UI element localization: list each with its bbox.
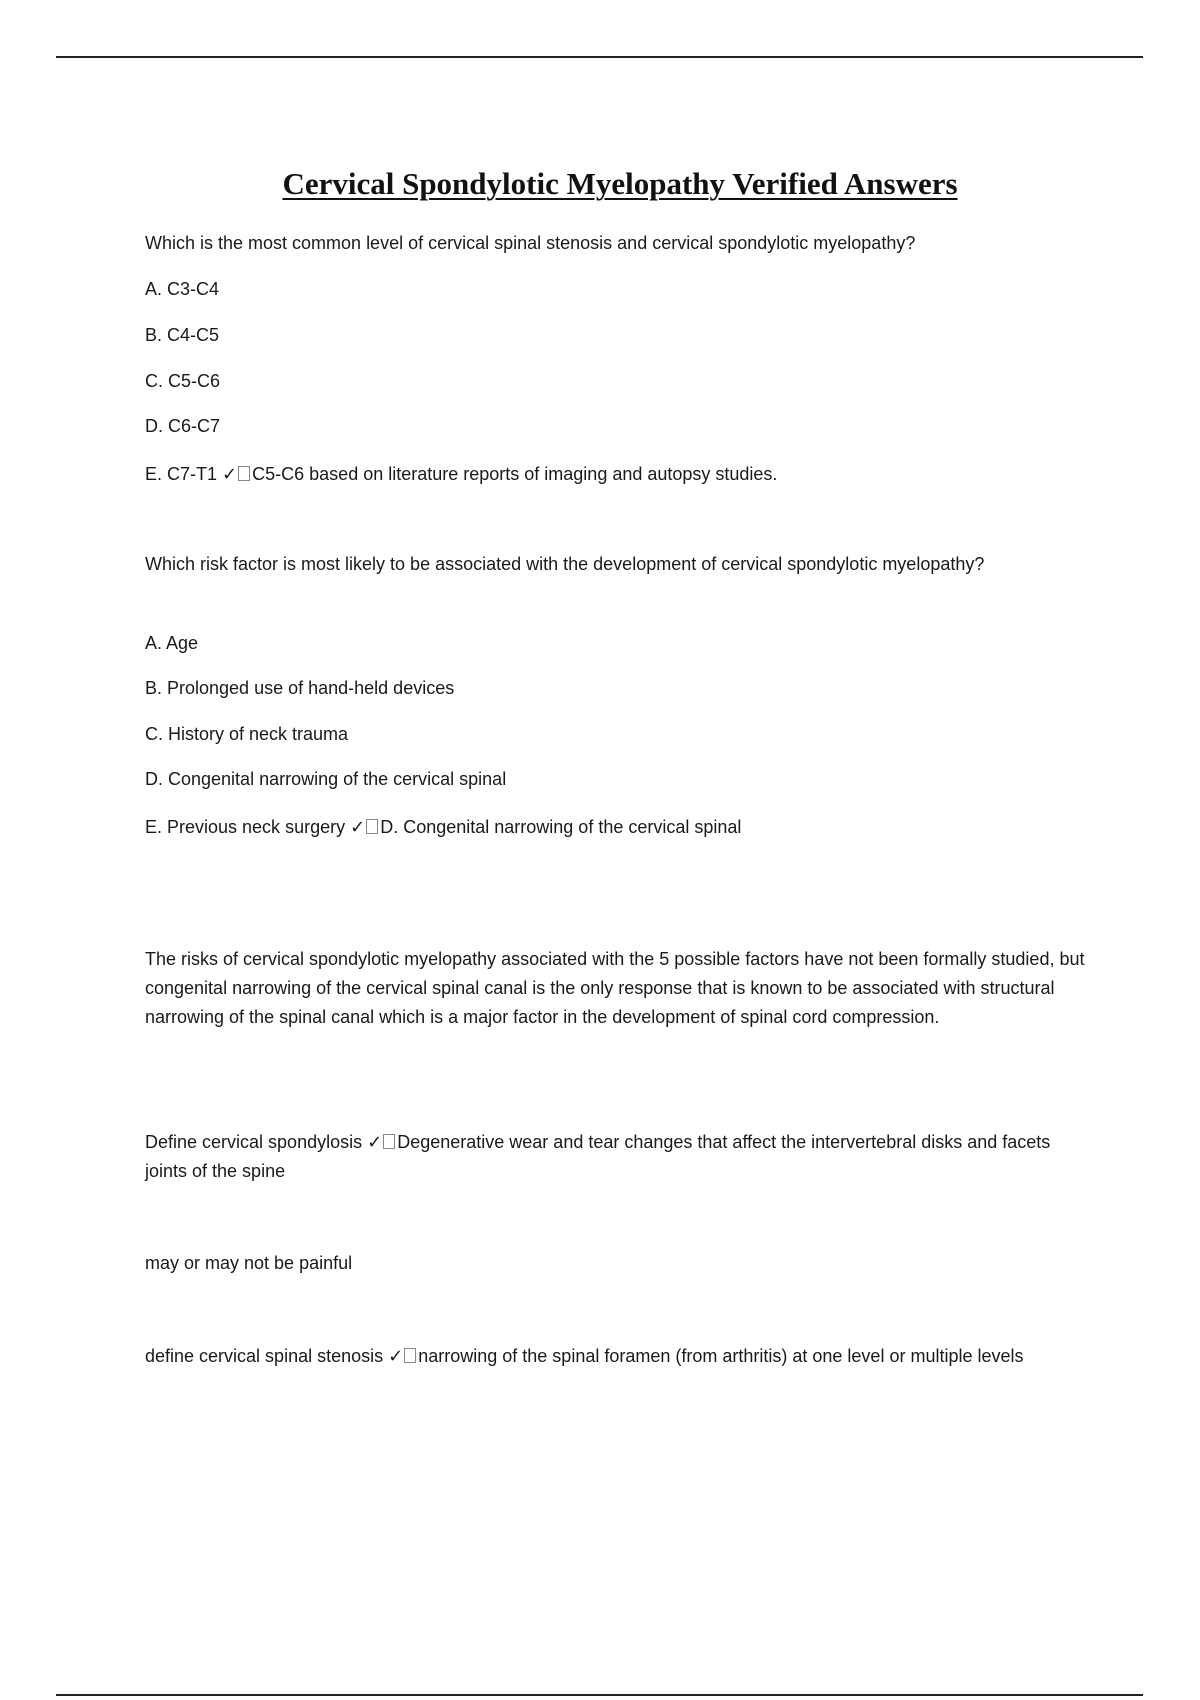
check-icon: ✓ <box>367 1132 383 1153</box>
definition-line <box>145 1342 1045 1371</box>
box-glyph-icon <box>383 1134 395 1149</box>
option-b: B. C4-C5 <box>145 325 220 345</box>
option-d: D. C6-C7 <box>145 416 221 436</box>
term: define cervical spinal stenosis <box>145 1346 384 1366</box>
option-c: C. C5-C6 <box>145 371 221 391</box>
definition-stenosis <box>145 1342 1095 1371</box>
page-title: Cervical Spondylotic Myelopathy Verified Answers <box>282 166 958 201</box>
option-c: C. History of neck trauma <box>145 724 349 744</box>
answer-text: C5-C6 based on literature reports of imaging and autopsy studies. <box>252 464 778 484</box>
box-glyph-icon <box>238 466 250 481</box>
option-b: B. Prolonged use of hand-held devices <box>145 678 455 698</box>
explanation <box>145 945 1095 1032</box>
option-d: D. Congenital narrowing of the cervical spinal <box>145 769 507 789</box>
option-a: A. C3-C4 <box>145 279 220 299</box>
question-text: Which is the most common level of cervical spinal stenosis and cervical spondylotic myelopathy? <box>145 233 916 253</box>
note-text: may or may not be painful <box>145 1253 353 1273</box>
option-e: E. C7-T1 <box>145 464 218 484</box>
answer-text: narrowing of the spinal foramen (from arthritis) at one level or multiple levels <box>418 1346 1024 1366</box>
top-rule <box>56 56 1143 58</box>
bottom-rule <box>56 1694 1143 1696</box>
answer-text: D. Congenital narrowing of the cervical spinal <box>380 817 742 837</box>
answer-text: Degenerative wear and tear changes that affect the intervertebral disks and facets joints of the spine <box>145 1132 1051 1181</box>
option-e: E. Previous neck surgery <box>145 817 346 837</box>
check-icon: ✓ <box>222 464 238 485</box>
check-icon: ✓ <box>388 1346 404 1367</box>
option-a: A. Age <box>145 633 199 653</box>
note <box>145 1249 1095 1278</box>
box-glyph-icon <box>404 1348 416 1363</box>
check-icon: ✓ <box>350 817 366 838</box>
definition-line <box>145 1128 1095 1186</box>
option-e-with-answer <box>145 460 1095 489</box>
explanation-text: The risks of cervical spondylotic myelopathy associated with the 5 possible factors have not been formally studied, but congenital narrowing of the cervical spinal canal is the only response that is known to be associated with structural narrowing of the spinal canal which is a major factor in the development of spinal cord compression. <box>145 949 1085 1027</box>
option-e-with-answer <box>145 813 1095 842</box>
definition-spondylosis <box>145 1128 1095 1186</box>
box-glyph-icon <box>366 819 378 834</box>
question-2 <box>145 550 1095 842</box>
term: Define cervical spondylosis <box>145 1132 363 1152</box>
question-1 <box>145 229 1095 489</box>
question-text: Which risk factor is most likely to be associated with the development of cervical spondylotic myelopathy? <box>145 554 985 574</box>
